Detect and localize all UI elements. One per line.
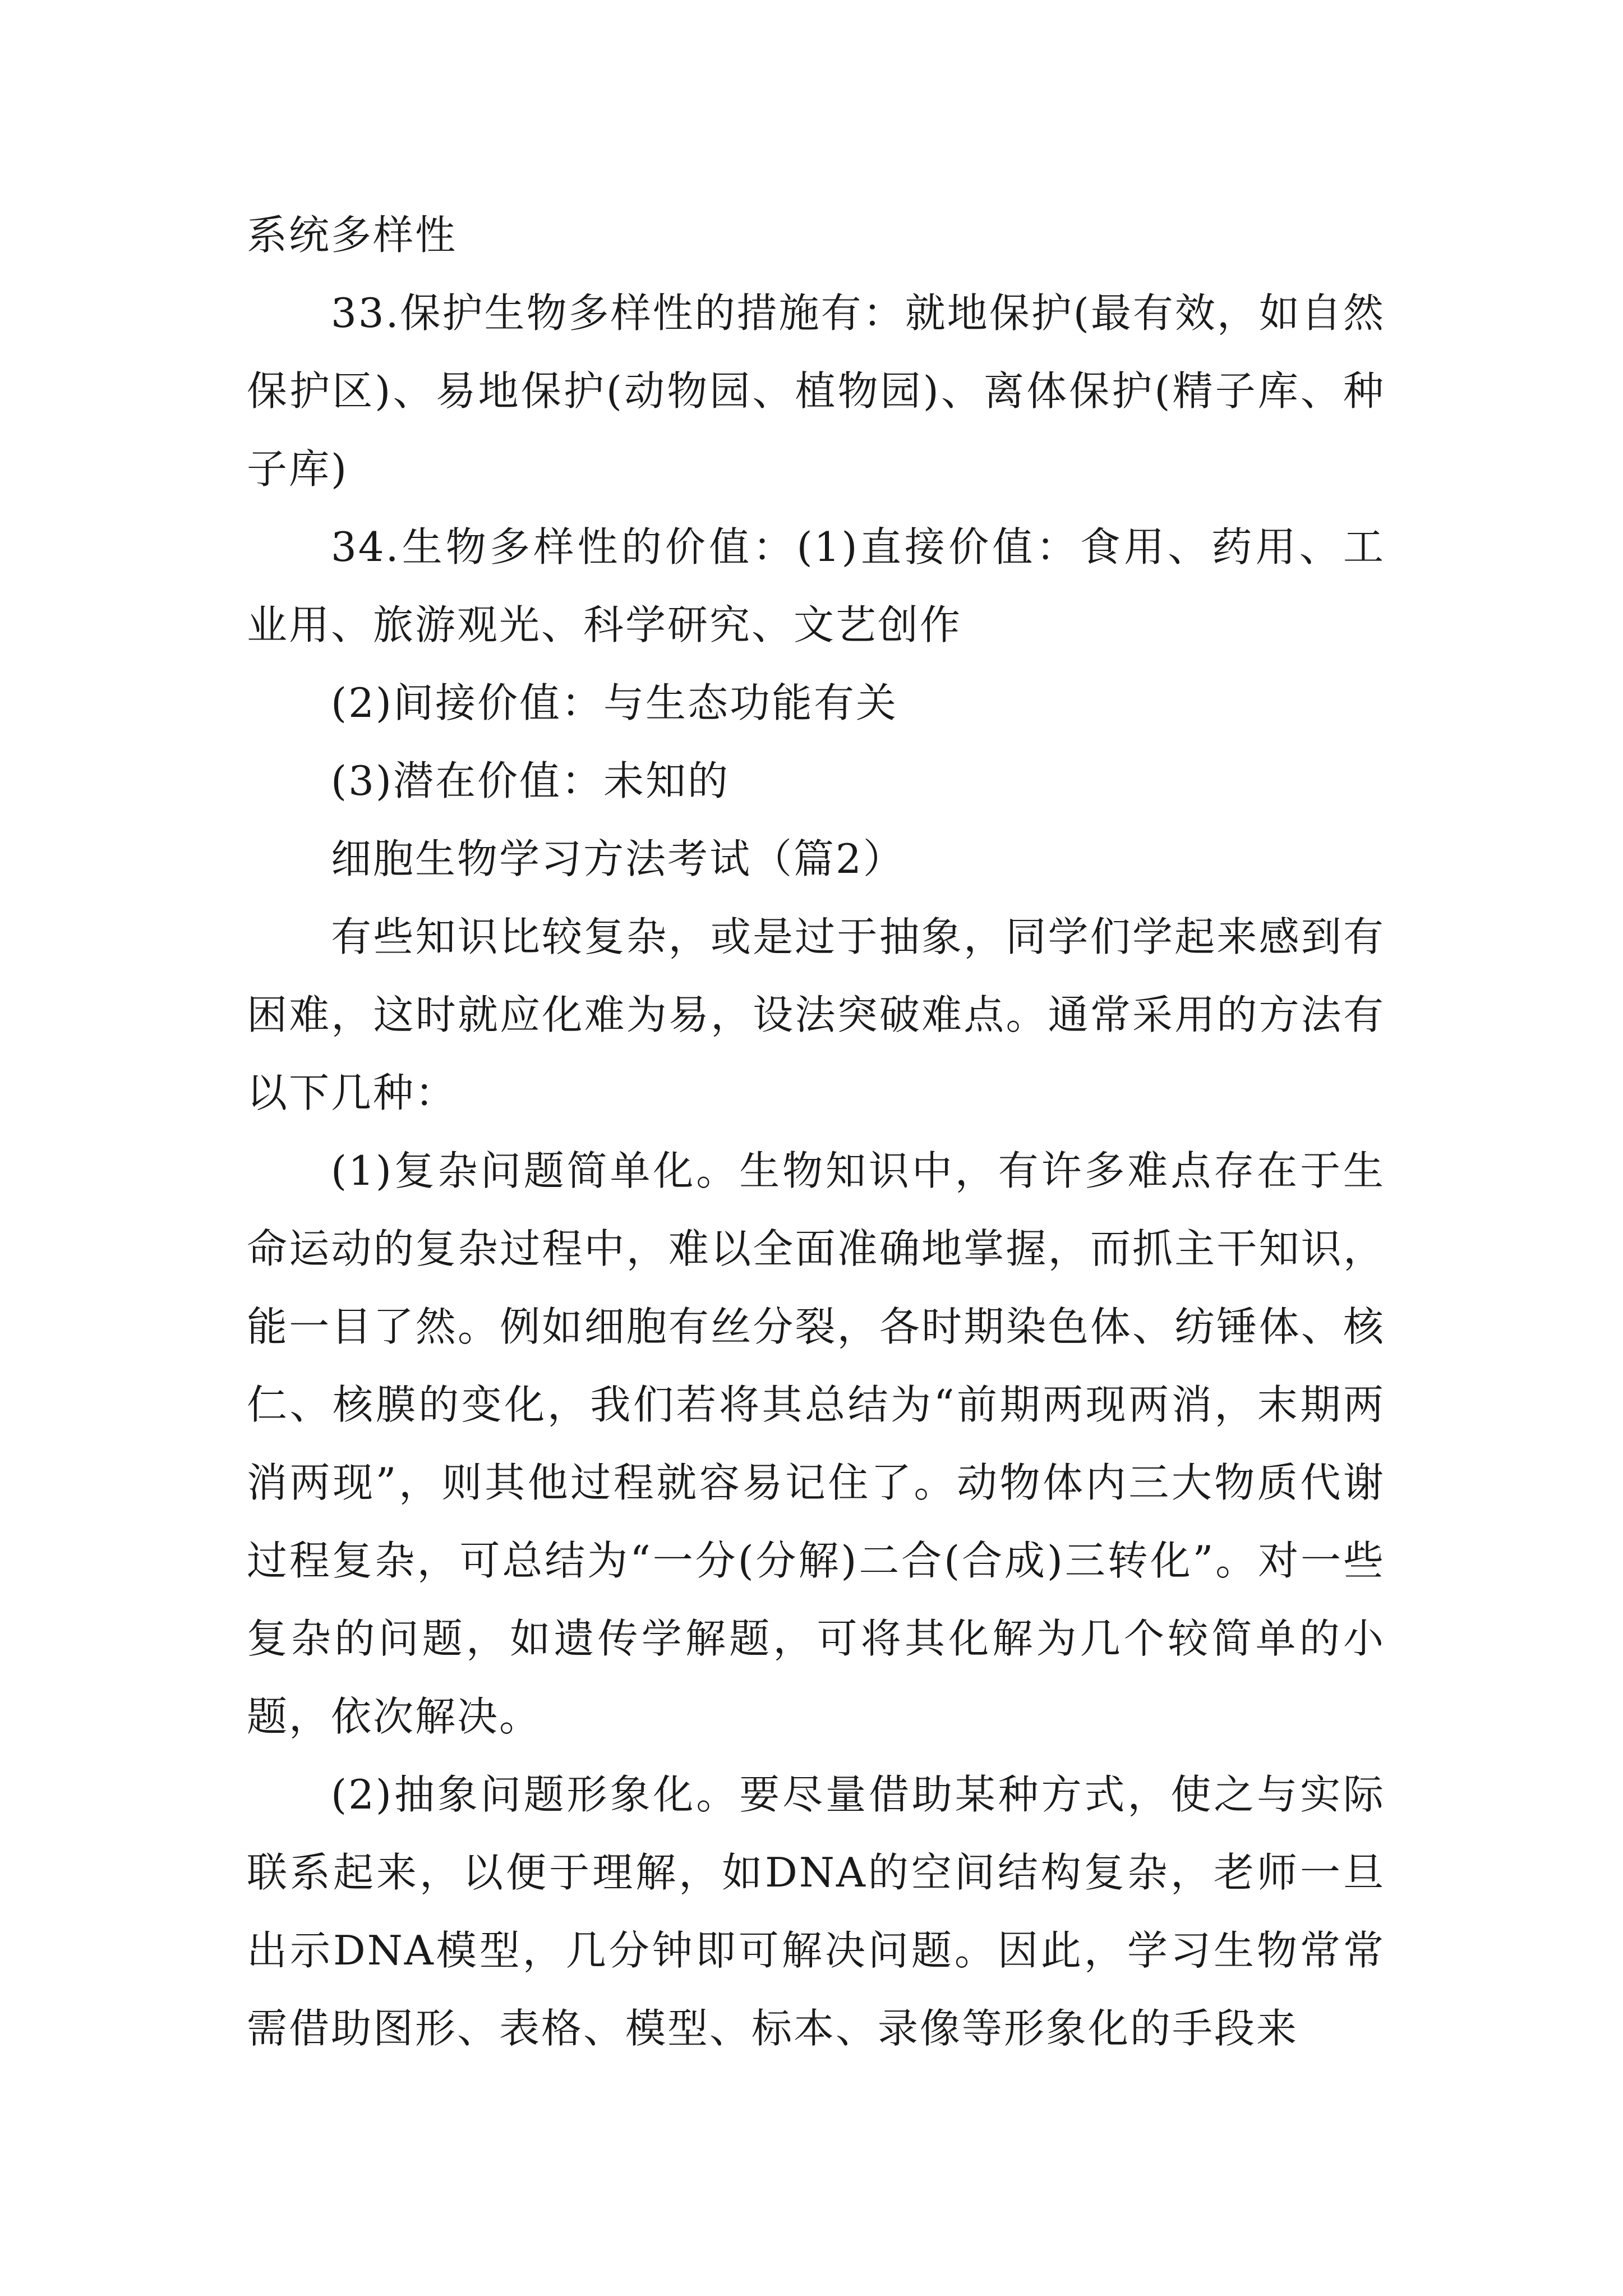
paragraph-method-2: (2)抽象问题形象化。要尽量借助某种方式，使之与实际联系起来，以便于理解，如DNA的空间结构复杂，老师一旦出示DNA模型，几分钟即可解决问题。因此，学习生物常常需借助图形、表格、模型、标本、录像等形象化的手段来 xyxy=(247,1771,1385,2052)
paragraph-continuation: 系统多样性 xyxy=(247,211,458,259)
document-body xyxy=(247,196,1385,2068)
paragraph-method-1: (1)复杂问题简单化。生物知识中，有许多难点存在于生命运动的复杂过程中，难以全面准确地掌握，而抓主干知识，能一目了然。例如细胞有丝分裂，各时期染色体、纺锤体、核仁、核膜的变化，我们若将其总结为“前期两现两消，末期两消两现”，则其他过程就容易记住了。动物体内三大物质代谢过程复杂，可总结为“一分(分解)二合(合成)三转化”。对一些复杂的问题，如遗传学解题，可将其化解为几个较简单的小题，依次解决。 xyxy=(247,1147,1385,1740)
paragraph-indirect-value: (2)间接价值：与生态功能有关 xyxy=(331,679,898,726)
paragraph-intro: 有些知识比较复杂，或是过于抽象，同学们学起来感到有困难，这时就应化难为易，设法突破难点。通常采用的方法有以下几种： xyxy=(247,913,1385,1116)
paragraph-item-34: 34.生物多样性的价值：(1)直接价值：食用、药用、工业用、旅游观光、科学研究、文艺创作 xyxy=(247,523,1385,648)
paragraph-potential-value: (3)潜在价值：未知的 xyxy=(331,757,730,804)
section-heading: 细胞生物学习方法考试（篇2） xyxy=(331,835,905,882)
paragraph-item-33: 33.保护生物多样性的措施有：就地保护(最有效，如自然保护区)、易地保护(动物园、植物园)、离体保护(精子库、种子库) xyxy=(247,289,1385,493)
